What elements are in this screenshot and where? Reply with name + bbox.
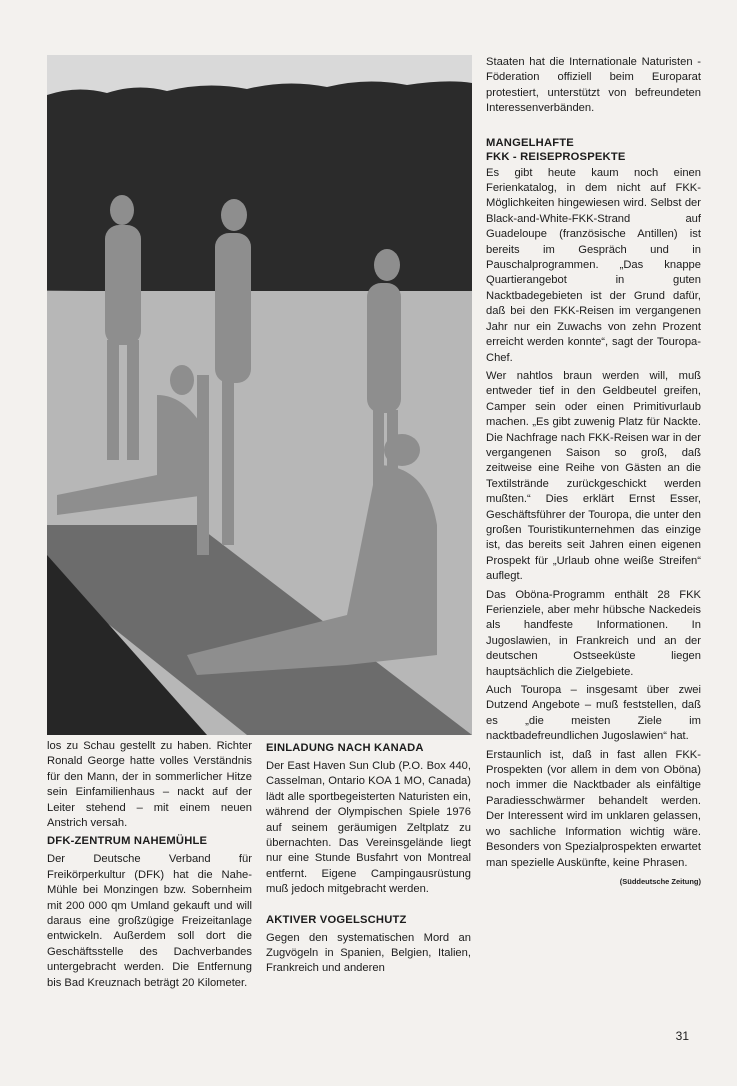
paragraph: Auch Touropa – insgesamt über zwei Dutzend Angebote – muß feststellen, daß es „die meisten Ziele im nacktbadefreundlichen Jugoslawien“ hat. [486, 684, 701, 743]
paragraph: Der Deutsche Verband für Freikörperkultur (DFK) hat die Nahe-Mühle bei Monzingen bzw. Sobernheim mit 200 000 qm Umland gekauft und will daraus eine großzügige Freizeitanlage entwickeln. Außerdem soll dort die Geschäftsstelle des Dachverbandes untergebracht werden. Die Entfernung bis Bad Kreuznach beträgt 20 Kilometer. [47, 853, 252, 989]
source-credit: (Süddeutsche Zeitung) [619, 876, 701, 886]
heading-line: FKK - REISEPROSPEKTE [486, 150, 626, 163]
section-heading: AKTIVER VOGELSCHUTZ [266, 913, 407, 926]
middle-column [266, 739, 471, 980]
heading-line: MANGELHAFTE [486, 136, 574, 149]
page-number: 31 [675, 1029, 689, 1043]
section-heading: DFK-ZENTRUM NAHEMÜHLE [47, 835, 208, 848]
paragraph: los zu Schau gestellt zu haben. Richter Ronald George hatte volles Verständnis für den Mann, der in sommerlicher Hitze sein Einfamilienhaus – nackt auf der Leiter stehend – mit einem neuen Anstrich versah. [47, 740, 252, 830]
paragraph: Wer nahtlos braun werden will, muß entweder tief in den Geldbeutel greifen, Camper sein oder einen Primitivurlaub machen. „Es gibt zuwenig Platz für Nackte. Die Nachfrage nach FKK-Reisen war in der vergangenen Saison so groß, daß zeitweise eine Reihe von Gästen an die Textilstrände zurückgeschickt werden mußten.“ Dies erklärt Ernst Esser, Geschäftsführer der Touropa, die unter den großen Touristikunternehmen das einzige ist, das bereits seit Jahren einen eigenen Prospekt für „Urlaub ohne weiße Streifen“ auflegt. [486, 369, 701, 583]
photo-image [47, 55, 472, 735]
section-heading [486, 136, 701, 164]
paragraph: Gegen den systematischen Mord an Zugvögeln in Spanien, Belgien, Italien, Frankreich und anderen [266, 931, 471, 975]
left-column [47, 739, 252, 994]
paragraph: Es gibt heute kaum noch einen Ferienkatalog, in dem nicht auf FKK-Möglichkeiten hingewiesen wird. Selbst der Black-and-White-FKK-Strand auf Guadeloupe (französische Antillen) ist bereits im Gespräch und in Pauschalprogrammen. „Das knappe Quartierangebot in guten Nacktbadegebieten ist der Grund dafür, daß bei den FKK-Reisen im vergangenen Jahr nur ein Zuwachs von zehn Prozent erreicht werden konnte“, sagt der Touropa-Chef. [486, 166, 701, 364]
paragraph: Der East Haven Sun Club (P.O. Box 440, Casselman, Ontario KOA 1 MO, Canada) lädt alle sportbegeisterten Naturisten ein, während der Olympischen Spiele 1976 auf seinem geräumigen Zeltplatz zu übernachten. Das Vereinsgelände liegt nur eine Stunde Busfahrt von Montreal entfernt. Eigene Campingausrüstung muß jedoch mitgebracht werden. [266, 760, 471, 896]
section-heading: EINLADUNG NACH KANADA [266, 742, 424, 754]
paragraph: Staaten hat die Internationale Naturisten - Föderation offiziell beim Europarat protestiert, unterstützt von befreundeten Interessenverbänden. [486, 56, 701, 115]
paragraph: Erstaunlich ist, daß in fast allen FKK-Prospekten (vor allem in dem von Oböna) noch immer die Nacktbader als einfältige Paradiesschwärmer behandelt werden. Der Interessent wird im unklaren gelassen, wo sachliche Information wichtig wäre. Besonders von Spezialprospekten erwartet man spezielle Auskünfte, keine Phrasen. [486, 748, 701, 869]
paragraph: Das Oböna-Programm enthält 28 FKK Ferienziele, aber mehr hübsche Nackedeis als handfeste Informationen. In Jugoslawien, in Frankreich und an der deutschen Ostseeküste liegen hauptsächlich die Zielgebiete. [486, 588, 701, 678]
right-column [486, 55, 701, 889]
